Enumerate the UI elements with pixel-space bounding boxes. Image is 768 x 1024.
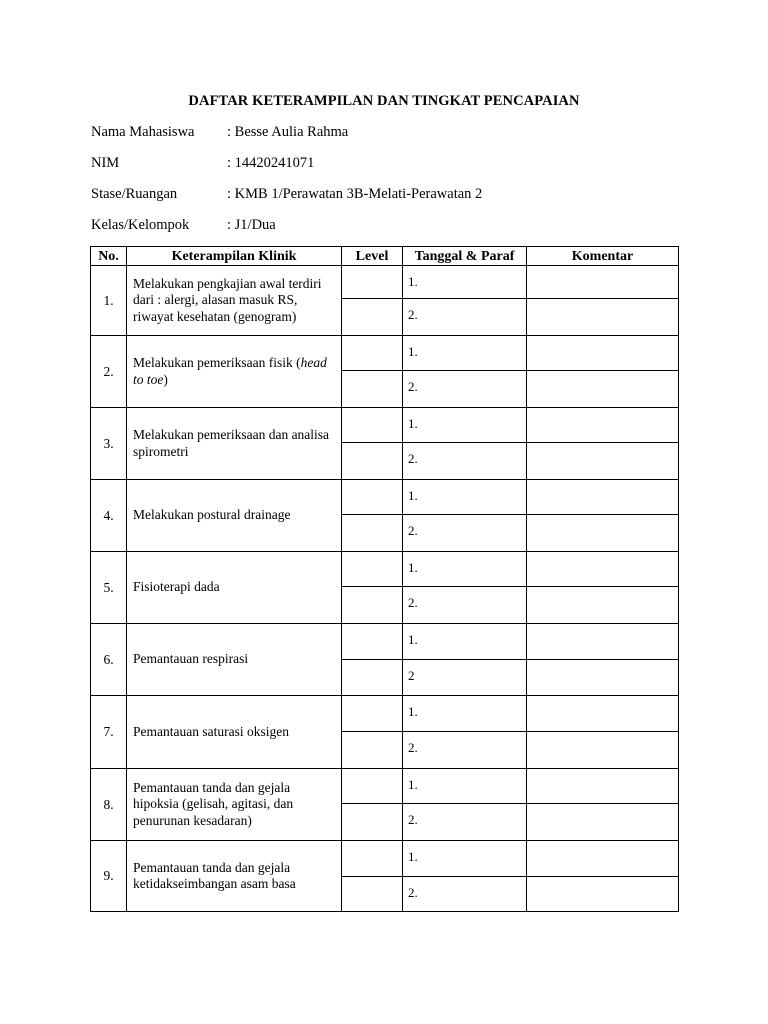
level-cell[interactable]	[342, 804, 403, 841]
header-skill: Keterampilan Klinik	[127, 247, 342, 266]
row-number: 3.	[91, 408, 127, 480]
table-row	[91, 624, 679, 660]
header-level: Level	[342, 247, 403, 266]
date-cell[interactable]: 1.	[403, 408, 527, 443]
date-cell[interactable]: 1.	[403, 841, 527, 877]
date-cell[interactable]: 2.	[403, 587, 527, 624]
info-value: : KMB 1/Perawatan 3B-Melati-Perawatan 2	[227, 186, 483, 202]
comment-cell[interactable]	[527, 769, 679, 804]
header-comment: Komentar	[527, 247, 679, 266]
date-cell[interactable]: 2.	[403, 877, 527, 912]
row-number: 6.	[91, 624, 127, 696]
date-cell[interactable]: 2.	[403, 515, 527, 552]
table-row	[91, 696, 679, 732]
comment-cell[interactable]	[527, 480, 679, 515]
level-cell[interactable]	[342, 732, 403, 769]
level-cell[interactable]	[342, 299, 403, 336]
date-cell[interactable]: 2.	[403, 804, 527, 841]
comment-cell[interactable]	[527, 408, 679, 443]
comment-cell[interactable]	[527, 371, 679, 408]
level-cell[interactable]	[342, 266, 403, 299]
level-cell[interactable]	[342, 336, 403, 371]
comment-cell[interactable]	[527, 266, 679, 299]
header-no: No.	[91, 247, 127, 266]
comment-cell[interactable]	[527, 443, 679, 480]
date-cell[interactable]: 1.	[403, 266, 527, 299]
level-cell[interactable]	[342, 515, 403, 552]
comment-cell[interactable]	[527, 587, 679, 624]
info-value: : 14420241071	[227, 155, 315, 171]
comment-cell[interactable]	[527, 696, 679, 732]
level-cell[interactable]	[342, 769, 403, 804]
info-label: Stase/Ruangan	[91, 186, 178, 202]
row-skill: Pemantauan tanda dan gejala ketidakseimbangan asam basa	[127, 841, 342, 912]
skill-text: )	[163, 371, 168, 387]
info-label: Kelas/Kelompok	[91, 217, 190, 233]
comment-cell[interactable]	[527, 624, 679, 660]
row-skill: Pemantauan tanda dan gejala hipoksia (gelisah, agitasi, dan penurunan kesadaran)	[127, 769, 342, 841]
skill-text: Melakukan pemeriksaan fisik (	[133, 355, 301, 370]
row-skill: Pemantauan respirasi	[127, 624, 342, 696]
table-row	[91, 266, 679, 299]
comment-cell[interactable]	[527, 841, 679, 877]
header-date: Tanggal & Paraf	[403, 247, 527, 266]
level-cell[interactable]	[342, 443, 403, 480]
date-cell[interactable]: 1.	[403, 552, 527, 587]
row-skill: Fisioterapi dada	[127, 552, 342, 624]
comment-cell[interactable]	[527, 515, 679, 552]
date-cell[interactable]: 2.	[403, 732, 527, 769]
date-cell[interactable]: 1.	[403, 769, 527, 804]
date-cell[interactable]: 1.	[403, 696, 527, 732]
level-cell[interactable]	[342, 371, 403, 408]
skills-table	[90, 246, 679, 912]
row-number: 8.	[91, 769, 127, 841]
comment-cell[interactable]	[527, 336, 679, 371]
row-number: 1.	[91, 266, 127, 336]
table-header-row	[91, 247, 679, 266]
level-cell[interactable]	[342, 877, 403, 912]
row-skill: Melakukan pengkajian awal terdiri dari : alergi, alasan masuk RS, riwayat kesehatan (genogram)	[127, 266, 342, 336]
table-row	[91, 552, 679, 587]
document-title: DAFTAR KETERAMPILAN DAN TINGKAT PENCAPAIAN	[188, 93, 580, 109]
info-label: NIM	[91, 155, 120, 171]
row-number: 9.	[91, 841, 127, 912]
info-label: Nama Mahasiswa	[91, 124, 195, 140]
info-value: : J1/Dua	[227, 217, 276, 233]
info-value: : Besse Aulia Rahma	[227, 124, 349, 140]
comment-cell[interactable]	[527, 732, 679, 769]
table-row	[91, 480, 679, 515]
row-number: 2.	[91, 336, 127, 408]
table-row	[91, 408, 679, 443]
row-skill	[127, 336, 342, 408]
level-cell[interactable]	[342, 624, 403, 660]
row-number: 4.	[91, 480, 127, 552]
level-cell[interactable]	[342, 841, 403, 877]
table-row	[91, 841, 679, 877]
date-cell[interactable]: 1.	[403, 480, 527, 515]
level-cell[interactable]	[342, 552, 403, 587]
comment-cell[interactable]	[527, 804, 679, 841]
level-cell[interactable]	[342, 696, 403, 732]
comment-cell[interactable]	[527, 299, 679, 336]
skill-text-italic: head to toe	[133, 355, 327, 387]
date-cell[interactable]: 2.	[403, 299, 527, 336]
row-skill: Pemantauan saturasi oksigen	[127, 696, 342, 769]
level-cell[interactable]	[342, 587, 403, 624]
comment-cell[interactable]	[527, 552, 679, 587]
date-cell[interactable]: 2	[403, 660, 527, 696]
level-cell[interactable]	[342, 408, 403, 443]
table-row	[91, 769, 679, 804]
date-cell[interactable]: 1.	[403, 336, 527, 371]
row-number: 5.	[91, 552, 127, 624]
level-cell[interactable]	[342, 660, 403, 696]
date-cell[interactable]: 2.	[403, 371, 527, 408]
level-cell[interactable]	[342, 480, 403, 515]
row-skill: Melakukan postural drainage	[127, 480, 342, 552]
comment-cell[interactable]	[527, 877, 679, 912]
row-number: 7.	[91, 696, 127, 769]
row-skill: Melakukan pemeriksaan dan analisa spirometri	[127, 408, 342, 480]
date-cell[interactable]: 1.	[403, 624, 527, 660]
table-row	[91, 336, 679, 371]
date-cell[interactable]: 2.	[403, 443, 527, 480]
comment-cell[interactable]	[527, 660, 679, 696]
